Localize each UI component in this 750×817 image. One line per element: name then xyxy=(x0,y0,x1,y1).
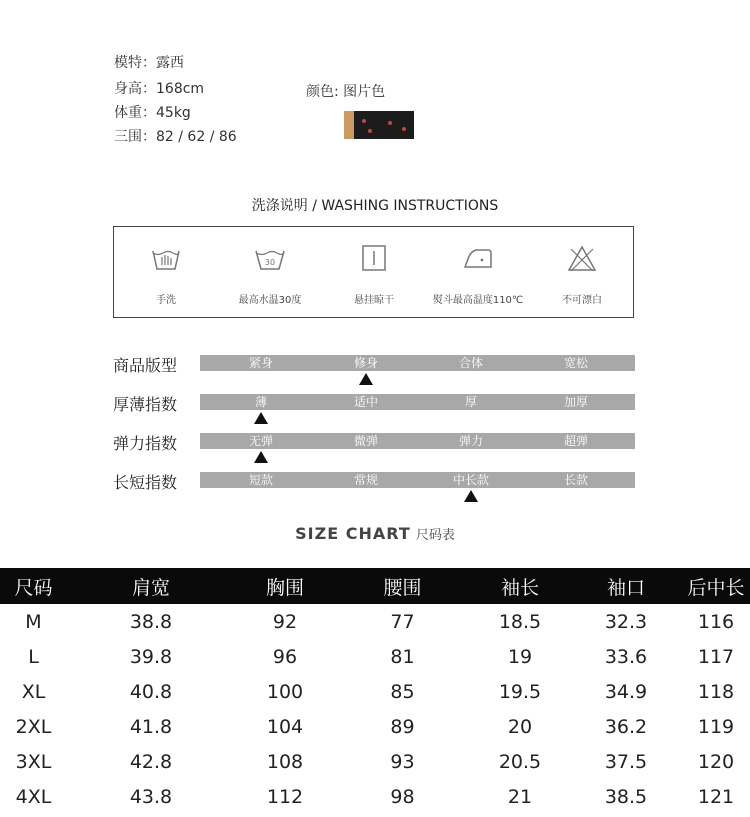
washing-title: 洗涤说明 / WASHING INSTRUCTIONS xyxy=(251,198,499,214)
index-option: 合体 xyxy=(458,356,483,370)
index-option: 超弹 xyxy=(563,434,588,448)
index-label-elasticity: 弹力指数 xyxy=(113,434,178,453)
table-cell: 21 xyxy=(507,785,533,808)
index-option: 中长款 xyxy=(452,473,489,487)
table-cell: 20.5 xyxy=(498,750,542,773)
table-row xyxy=(0,604,750,639)
table-cell: 104 xyxy=(266,715,304,738)
wash-label-no-bleach: 不可漂白 xyxy=(562,295,602,306)
table-cell: 37.5 xyxy=(604,750,648,773)
wash-item-max-temp xyxy=(218,227,322,319)
header-cell: 尺码 xyxy=(0,568,67,604)
table-cell: 93 xyxy=(390,750,415,773)
table-cell: L xyxy=(28,645,39,668)
index-option: 弹力 xyxy=(458,434,483,448)
table-cell: 3XL xyxy=(15,750,52,773)
table-cell: 39.8 xyxy=(129,645,173,668)
table-cell: 92 xyxy=(272,610,298,633)
index-option: 无弹 xyxy=(248,434,273,448)
color-label: 颜色: 图片色 xyxy=(306,84,386,100)
wash-label-hang-dry: 悬挂晾干 xyxy=(354,295,394,306)
temp-badge: 30 xyxy=(264,258,276,267)
table-cell: 40.8 xyxy=(129,680,173,703)
header-cell: 腰围 xyxy=(335,568,470,604)
index-label-fit: 商品版型 xyxy=(113,356,178,375)
selection-marker-elasticity xyxy=(254,451,268,463)
model-measurements: 三围：82 / 62 / 86 xyxy=(114,129,237,145)
iron-icon xyxy=(462,243,494,275)
table-cell: 38.5 xyxy=(604,785,648,808)
table-cell: 18.5 xyxy=(498,610,542,633)
header-cell: 后中长 xyxy=(682,568,750,604)
wash-item-hang-dry xyxy=(322,227,426,319)
selection-marker-length xyxy=(464,490,478,502)
size-chart-title-cn: 尺码表 xyxy=(415,528,455,543)
size-table-header xyxy=(0,568,750,604)
table-cell: XL xyxy=(21,680,46,703)
header-cell: 袖长 xyxy=(470,568,570,604)
index-option: 常规 xyxy=(353,473,378,487)
table-cell: 19 xyxy=(507,645,533,668)
wash-label-iron: 熨斗最高温度110℃ xyxy=(432,295,524,306)
size-chart-title-en: SIZE CHART xyxy=(295,524,411,543)
table-cell: 100 xyxy=(266,680,304,703)
table-row xyxy=(0,674,750,709)
size-chart-title xyxy=(0,524,750,543)
table-cell: 116 xyxy=(697,610,735,633)
index-option: 宽松 xyxy=(563,356,588,370)
table-cell: 98 xyxy=(390,785,415,808)
size-table xyxy=(0,568,750,814)
selection-marker-thickness xyxy=(254,412,268,424)
table-cell: 112 xyxy=(266,785,304,808)
table-cell: 34.9 xyxy=(604,680,648,703)
index-option: 适中 xyxy=(353,395,378,409)
header-cell: 胸围 xyxy=(235,568,335,604)
model-name: 模特：露西 xyxy=(114,55,184,71)
header-cell: 袖口 xyxy=(570,568,682,604)
wash-item-no-bleach xyxy=(530,227,634,319)
table-cell: M xyxy=(25,610,42,633)
table-cell: 20 xyxy=(507,715,533,738)
table-cell: 120 xyxy=(697,750,735,773)
table-cell: 77 xyxy=(390,610,415,633)
header-cell: 肩宽 xyxy=(67,568,235,604)
index-option: 薄 xyxy=(254,395,267,409)
index-bar-thickness xyxy=(200,394,635,410)
table-cell: 81 xyxy=(390,645,415,668)
max-water-temp-icon xyxy=(254,243,286,275)
table-cell: 119 xyxy=(697,715,735,738)
table-row xyxy=(0,779,750,814)
index-option: 加厚 xyxy=(563,395,588,409)
table-cell: 38.8 xyxy=(129,610,173,633)
table-cell: 117 xyxy=(697,645,735,668)
table-cell: 121 xyxy=(697,785,735,808)
index-bar-elasticity xyxy=(200,433,635,449)
table-cell: 85 xyxy=(390,680,415,703)
table-row xyxy=(0,744,750,779)
table-row xyxy=(0,709,750,744)
table-cell: 41.8 xyxy=(129,715,173,738)
table-cell: 89 xyxy=(390,715,415,738)
table-cell: 43.8 xyxy=(129,785,173,808)
index-option: 长款 xyxy=(563,473,588,487)
wash-label-hand-wash: 手洗 xyxy=(156,295,176,306)
table-cell: 33.6 xyxy=(604,645,648,668)
index-option: 短款 xyxy=(248,473,273,487)
index-bar-fit xyxy=(200,355,635,371)
wash-item-iron xyxy=(426,227,530,319)
model-weight: 体重：45kg xyxy=(114,105,191,121)
index-option: 微弹 xyxy=(353,434,378,448)
index-option: 紧身 xyxy=(248,356,273,370)
no-bleach-icon xyxy=(566,243,598,275)
hand-wash-icon xyxy=(150,243,182,275)
table-cell: 19.5 xyxy=(498,680,542,703)
table-cell: 36.2 xyxy=(604,715,648,738)
table-cell: 2XL xyxy=(15,715,52,738)
hang-dry-icon xyxy=(358,243,390,275)
index-label-length: 长短指数 xyxy=(113,473,178,492)
index-option: 修身 xyxy=(353,356,378,370)
table-cell: 42.8 xyxy=(129,750,173,773)
table-cell: 108 xyxy=(266,750,304,773)
selection-marker-fit xyxy=(359,373,373,385)
washing-instructions-panel xyxy=(113,226,634,318)
index-option: 厚 xyxy=(464,395,477,409)
index-label-thickness: 厚薄指数 xyxy=(113,395,178,414)
wash-item-hand-wash xyxy=(114,227,218,319)
wash-label-max-temp: 最高水温30度 xyxy=(238,295,302,306)
table-cell: 118 xyxy=(697,680,735,703)
table-cell: 32.3 xyxy=(604,610,648,633)
table-cell: 96 xyxy=(272,645,298,668)
table-cell: 4XL xyxy=(15,785,52,808)
table-row xyxy=(0,639,750,674)
index-bar-length xyxy=(200,472,635,488)
model-height: 身高：168cm xyxy=(114,81,205,97)
color-swatch-thumbnail[interactable] xyxy=(344,111,414,139)
